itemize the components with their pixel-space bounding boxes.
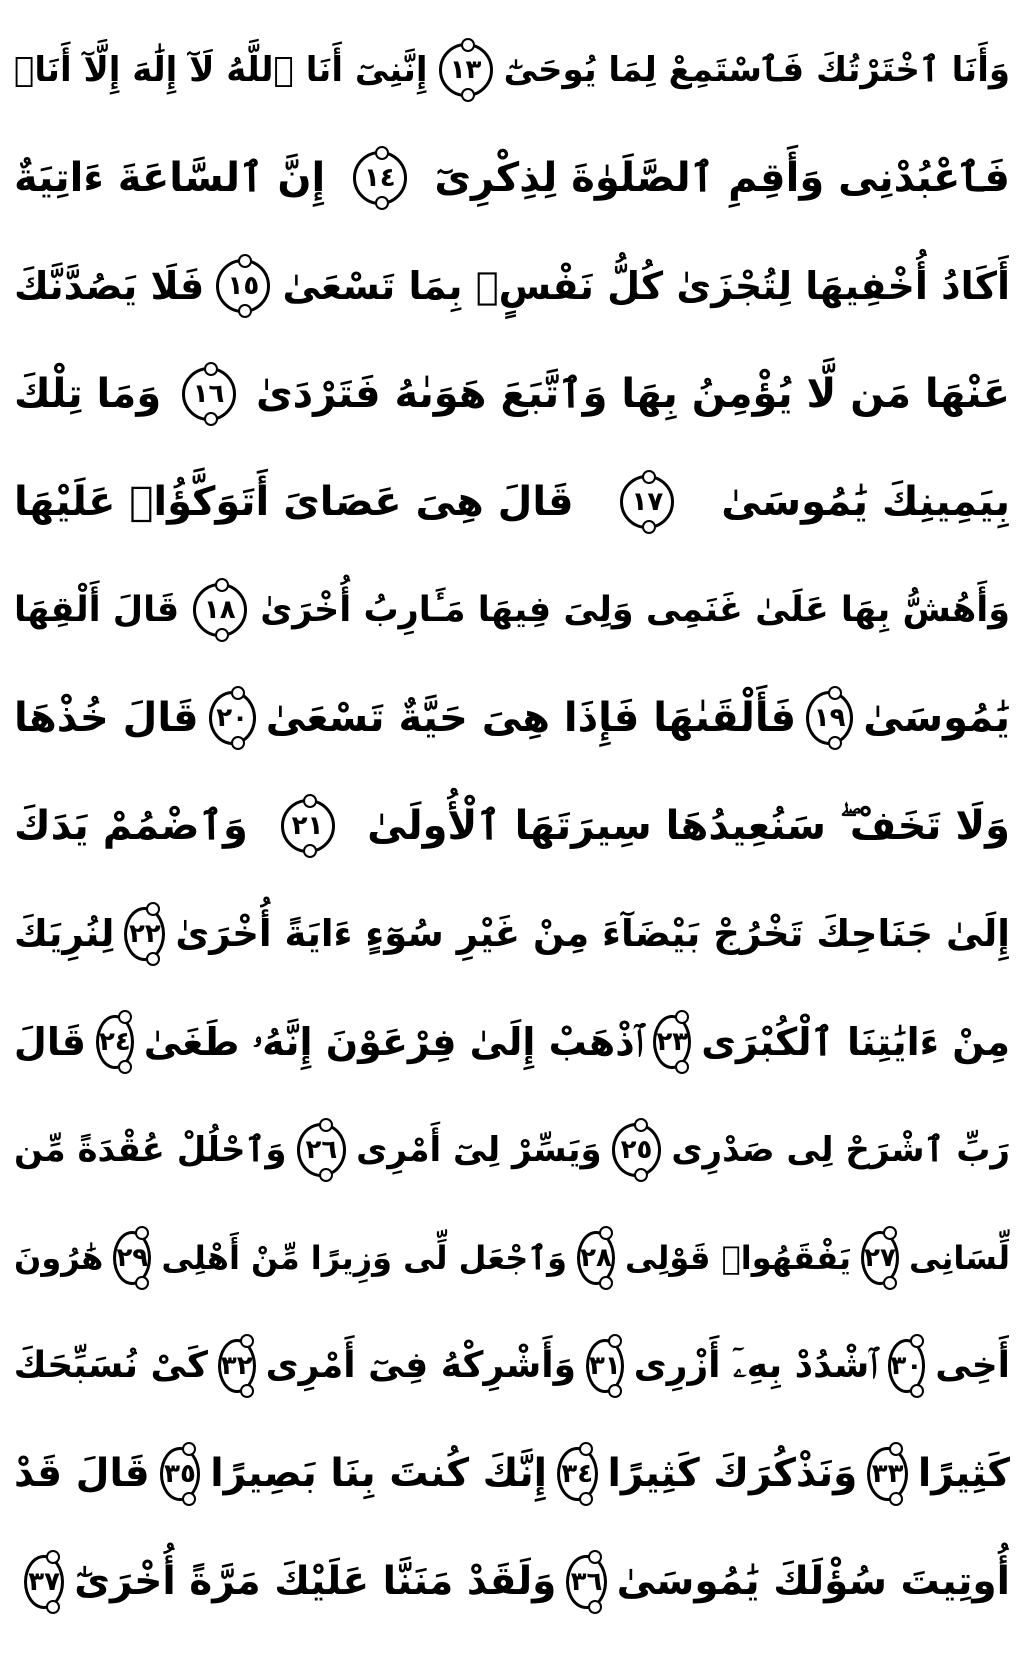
verse-line [14, 340, 1010, 448]
verse-line [14, 232, 1010, 340]
verse-text: إِنَّ ٱلسَّاعَةَ ءَاتِيَةٌ [14, 155, 326, 201]
verse-text: وَلَا تَخَفْ ۖ سَنُعِيدُهَا سِيرَتَهَا ٱلْأُولَىٰ [367, 803, 1010, 849]
verse-line [14, 16, 1010, 124]
verse-line [14, 556, 1010, 664]
verse-text: قَالَ هِىَ عَصَاىَ أَتَوَكَّؤُا۟ عَلَيْهَا [14, 479, 574, 525]
ayah-number-marker: ١٨ [193, 583, 247, 637]
verse-text: فَأَلْقَىٰهَا فَإِذَا هِىَ حَيَّةٌ تَسْعَىٰ [265, 695, 797, 741]
verse-line [14, 1204, 1010, 1312]
ayah-number-marker: ٢٧ [861, 1231, 899, 1285]
ayah-number-marker: ٢٥ [612, 1123, 662, 1177]
verse-line [14, 988, 1010, 1096]
ayah-number-marker: ٣١ [586, 1339, 624, 1393]
verse-text: أَخِى [935, 1345, 1010, 1386]
ayah-number-marker: ٣٢ [218, 1339, 256, 1393]
ayah-number-marker: ٢٩ [113, 1231, 151, 1285]
ayah-number-marker: ٣٦ [566, 1555, 606, 1609]
verse-text: أَكَادُ أُخْفِيهَا لِتُجْزَىٰ كُلُّ نَفْسٍۭ بِمَا تَسْعَىٰ [282, 264, 1010, 308]
ayah-number-marker: ١٣ [439, 43, 493, 97]
ayah-number-marker: ١٥ [216, 259, 270, 313]
verse-text: كَثِيرًا [917, 1451, 1010, 1496]
verse-line [14, 1420, 1010, 1528]
verse-text: ٱشْدُدْ بِهِۦٓ أَزْرِى [633, 1345, 878, 1386]
verse-line [14, 772, 1010, 880]
verse-text: وَٱحْلُلْ عُقْدَةً مِّن [14, 1130, 287, 1170]
verse-text: وَأَهُشُّ بِهَا عَلَىٰ غَنَمِى وَلِىَ فِيهَا مَـَٔارِبُ أُخْرَىٰ [260, 590, 1010, 630]
ayah-number-marker: ٣٤ [557, 1447, 598, 1501]
ayah-number-marker: ٣٥ [160, 1447, 201, 1501]
verse-text: وَيَسِّرْ لِىٓ أَمْرِى [356, 1130, 602, 1170]
verse-line [14, 1312, 1010, 1420]
verse-text: إِنَّنِىٓ أَنَا ٱللَّهُ لَآ إِلَٰهَ إِلَّآ أَنَا۠ [14, 50, 428, 90]
verse-text: فَلَا يَصُدَّنَّكَ [14, 264, 205, 308]
verse-text: هَٰرُونَ [14, 1239, 104, 1277]
verse-lines [14, 16, 1010, 1636]
ayah-number-marker: ٢١ [281, 799, 335, 853]
verse-line [14, 124, 1010, 232]
verse-text: كَىْ نُسَبِّحَكَ [14, 1345, 208, 1386]
ayah-number-marker: ٢٨ [577, 1231, 615, 1285]
ayah-number-marker: ١٤ [353, 151, 407, 205]
ayah-number-marker: ١٧ [620, 475, 674, 529]
verse-text: عَنْهَا مَن لَّا يُؤْمِنُ بِهَا وَٱتَّبَعَ هَوَىٰهُ فَتَرْدَىٰ [255, 371, 1010, 417]
verse-text: مِنْ ءَايَٰتِنَا ٱلْكُبْرَى [701, 1020, 1010, 1064]
verse-text: يَٰمُوسَىٰ [863, 695, 1010, 741]
verse-text: بِيَمِينِكَ يَٰمُوسَىٰ [721, 479, 1010, 525]
verse-text: وَٱضْمُمْ يَدَكَ [14, 803, 248, 849]
verse-text: ٱذْهَبْ إِلَىٰ فِرْعَوْنَ إِنَّهُۥ طَغَىٰ [143, 1020, 644, 1064]
verse-text: لِّسَانِى [909, 1239, 1010, 1277]
ayah-number-marker: ٣٧ [24, 1555, 64, 1609]
verse-text: إِنَّكَ كُنتَ بِنَا بَصِيرًا [210, 1451, 547, 1496]
verse-text: رَبِّ ٱشْرَحْ لِى صَدْرِى [671, 1130, 1010, 1170]
ayah-number-marker: ٢٢ [124, 907, 165, 961]
verse-text: قَالَ خُذْهَا [14, 695, 199, 741]
verse-text: وَلَقَدْ مَنَنَّا عَلَيْكَ مَرَّةً أُخْرَىٰٓ [74, 1559, 557, 1604]
ayah-number-marker: ٣٠ [888, 1339, 926, 1393]
verse-text: وَٱجْعَل لِّى وَزِيرًا مِّنْ أَهْلِى [161, 1239, 567, 1277]
ayah-number-marker: ٢٦ [297, 1123, 347, 1177]
ayah-number-marker: ١٩ [806, 691, 853, 745]
verse-text: وَأَنَا ٱخْتَرْتُكَ فَٱسْتَمِعْ لِمَا يُوحَىٰٓ [503, 50, 1010, 90]
ayah-number-marker: ٢٣ [653, 1015, 691, 1069]
verse-line [14, 1096, 1010, 1204]
verse-text: أُوتِيتَ سُؤْلَكَ يَٰمُوسَىٰ [616, 1559, 1010, 1604]
ayah-number-marker: ٢٤ [96, 1015, 134, 1069]
verse-text: قَالَ أَلْقِهَا [14, 590, 180, 630]
verse-line [14, 448, 1010, 556]
ayah-number-marker: ١٦ [182, 367, 236, 421]
verse-text: وَمَا تِلْكَ [14, 371, 162, 417]
verse-line [14, 664, 1010, 772]
ayah-number-marker: ٣٣ [867, 1447, 908, 1501]
verse-text: قَالَ [14, 1020, 86, 1064]
verse-text: وَنَذْكُرَكَ كَثِيرًا [607, 1451, 858, 1496]
verse-text: يَفْقَهُوا۟ قَوْلِى [625, 1239, 851, 1277]
verse-text: قَالَ قَدْ [14, 1451, 150, 1496]
verse-text: لِنُرِيَكَ [14, 912, 115, 955]
verse-line [14, 880, 1010, 988]
verse-text: وَأَشْرِكْهُ فِىٓ أَمْرِى [265, 1345, 576, 1386]
verse-text: إِلَىٰ جَنَاحِكَ تَخْرُجْ بَيْضَآءَ مِنْ غَيْرِ سُوٓءٍ ءَايَةً أُخْرَىٰ [175, 912, 1010, 955]
verse-line [14, 1528, 1010, 1636]
ayah-number-marker: ٢٠ [209, 691, 256, 745]
verse-text: فَٱعْبُدْنِى وَأَقِمِ ٱلصَّلَوٰةَ لِذِكْرِىٓ [434, 155, 1010, 201]
